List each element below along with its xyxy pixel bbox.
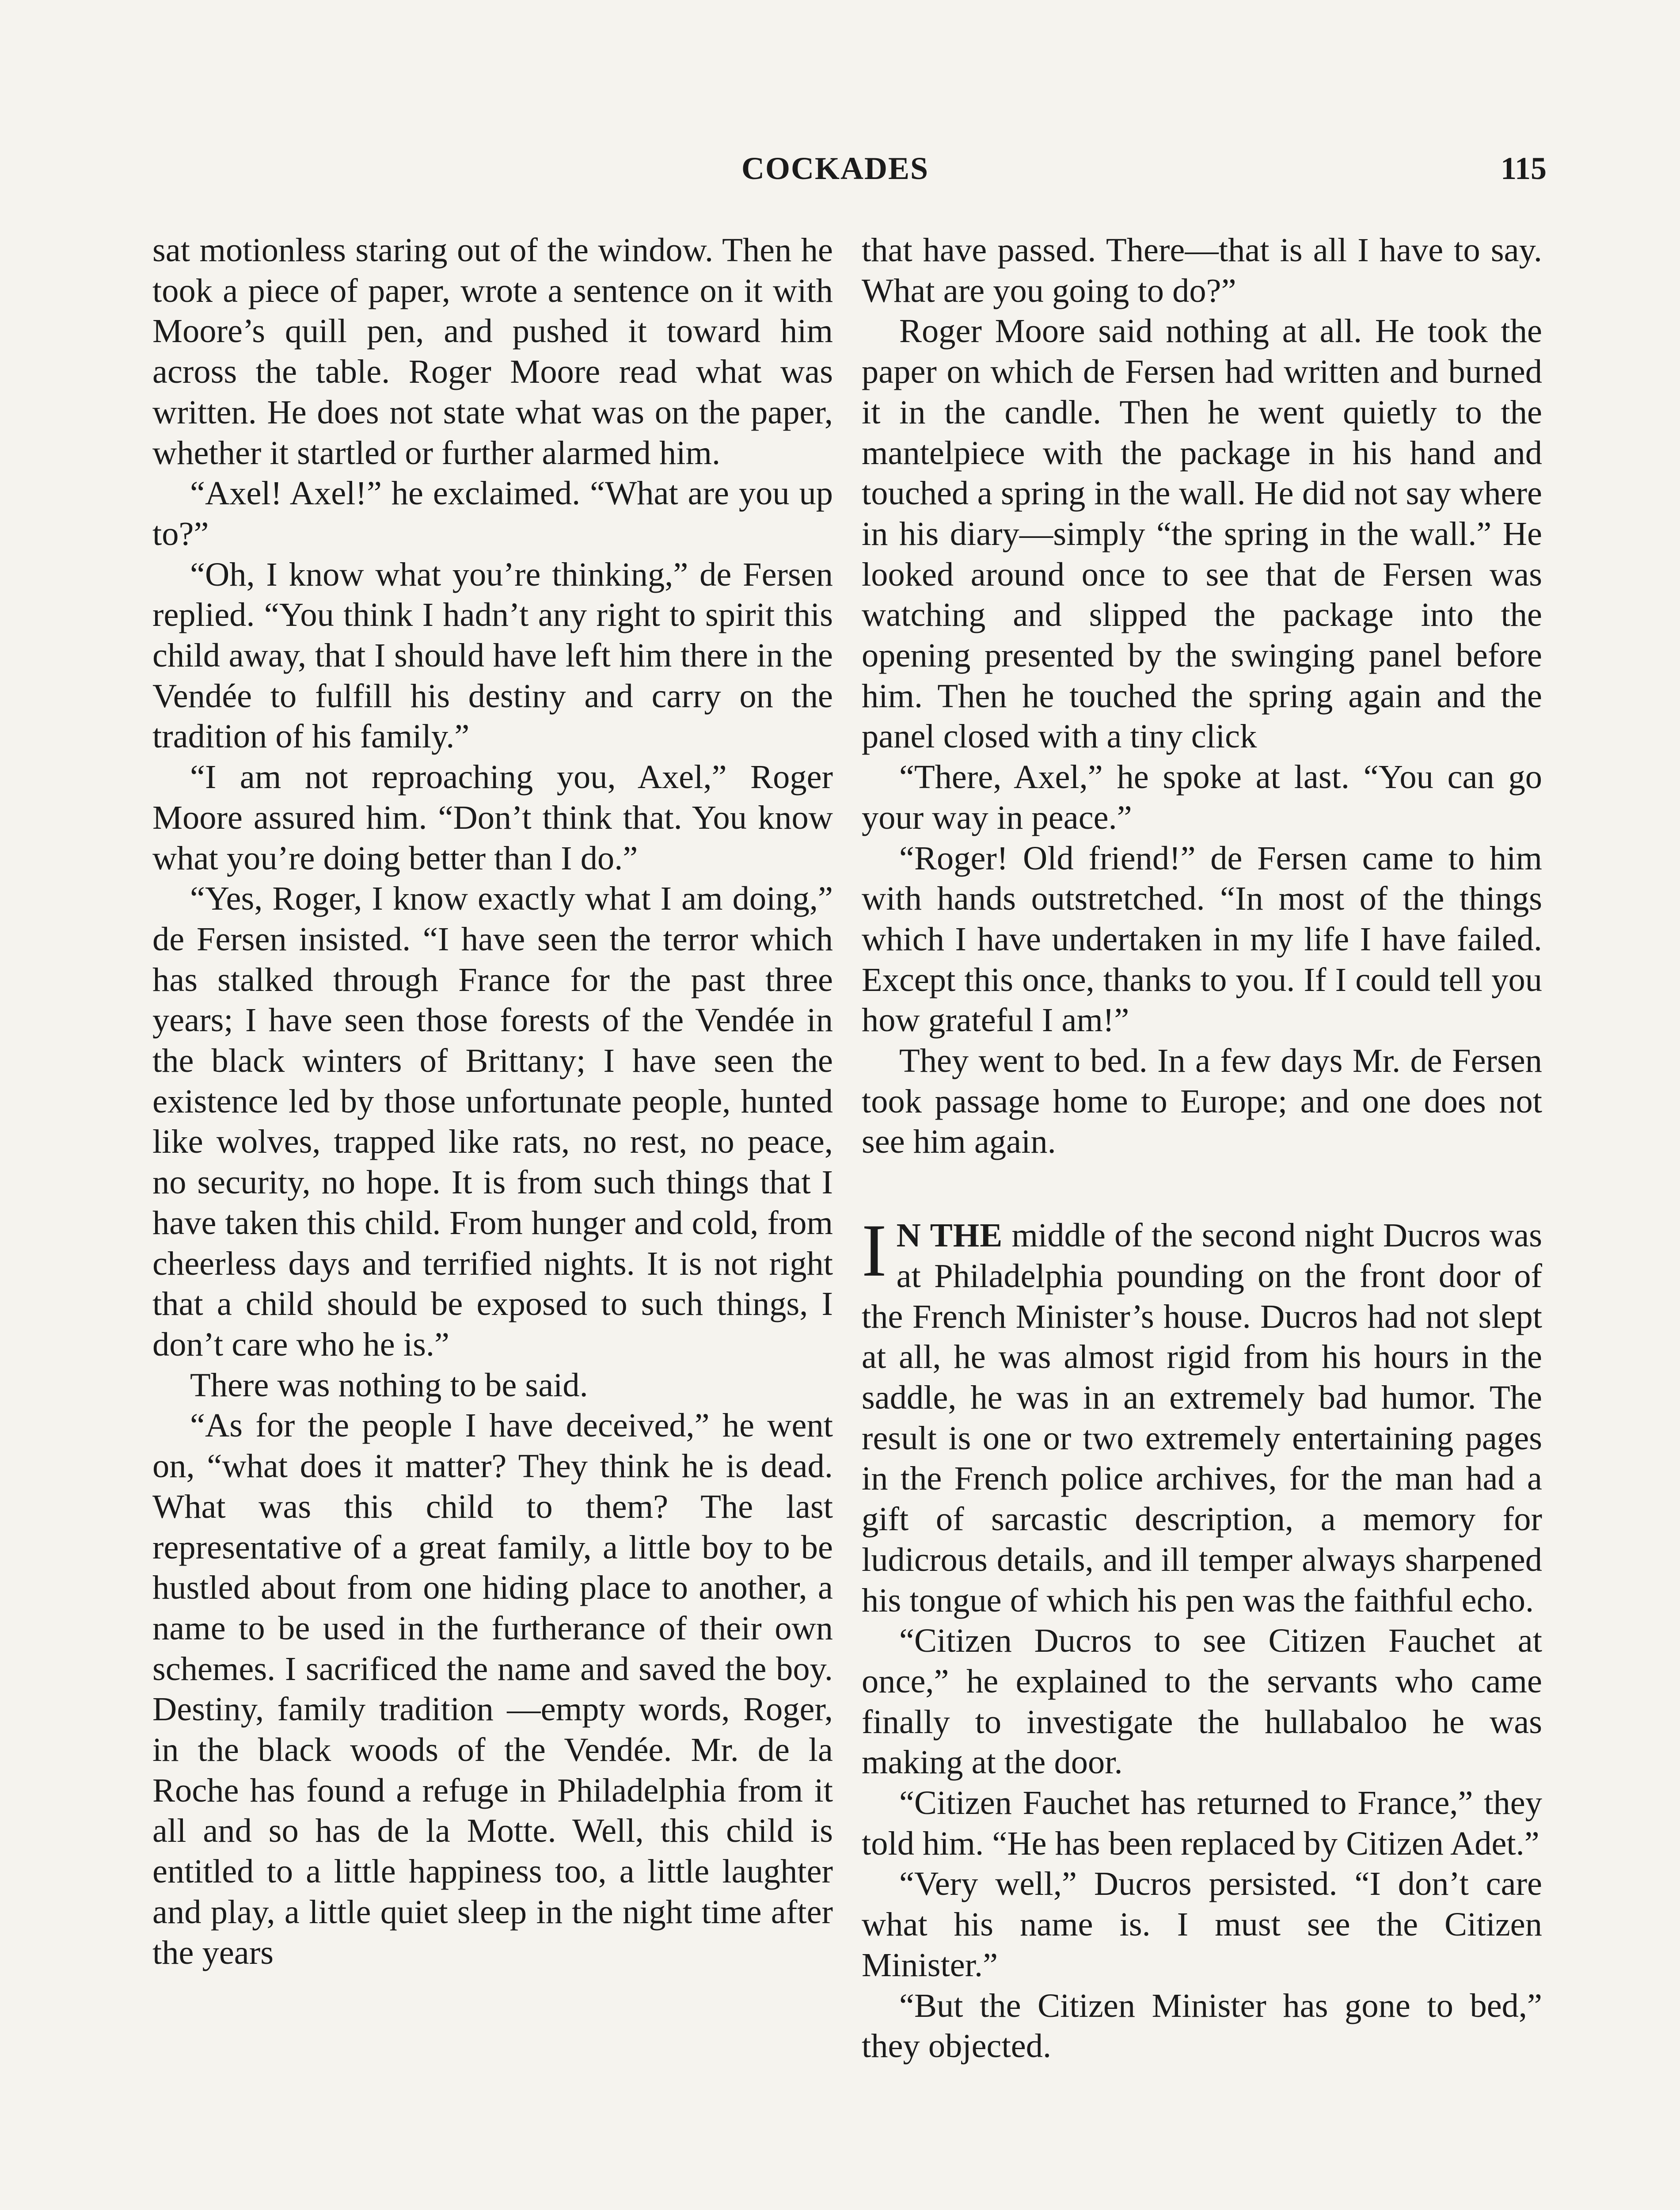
- paragraph: “I am not reproaching you, Axel,” Roger Moore assured him. “Don’t think that. You know what you’re doing better than I do.”: [152, 758, 833, 877]
- paragraph: Roger Moore said nothing at all. He took the paper on which de Fersen had written and burned it in the candle. Then he went quietly to the mantelpiece with the package in his hand and touched a spring in the wall. He did not say where in his diary—simply “the spring in the wall.” He looked around once to see that de Fersen was watching and slipped the package into the opening presented by the swinging panel before him. Then he touched the spring again and the panel closed with a tiny click: [862, 312, 1542, 755]
- page-number: 115: [1500, 151, 1547, 186]
- paragraph: “There, Axel,” he spoke at last. “You can go your way in peace.”: [862, 758, 1542, 836]
- paragraph: “As for the people I have deceived,” he went on, “what does it matter? They think he is dead. What was this child to them? The last representative of a great family, a little boy to be hustled about from one hiding place to another, a name to be used in the furtherance of their own schemes. I sacrificed the name and saved the boy. Destiny, family tradition —empty words, Roger, in the black woods of the Vendée. Mr. de la Roche has found a refuge in Philadelphia from it all and so has de la Motte. Well, this child is entitled to a little happiness too, a little laughter and play, a little quiet sleep in the night time after the years: [152, 1406, 833, 1971]
- paragraph: “Oh, I know what you’re thinking,” de Fersen replied. “You think I hadn’t any right to spirit this child away, that I should have left him there in the Vendée to fulfill his destiny and carry on the tradition of his family.”: [152, 555, 833, 755]
- page-header: [150, 150, 1547, 203]
- paragraph: “Citizen Fauchet has returned to France,” they told him. “He has been replaced by Citizen Adet.”: [862, 1784, 1542, 1862]
- paragraph: “Very well,” Ducros persisted. “I don’t care what his name is. I must see the Citizen Minister.”: [862, 1865, 1542, 1984]
- paragraph: “Yes, Roger, I know exactly what I am doing,” de Fersen insisted. “I have seen the terror which has stalked through France for the past three years; I have seen those forests of the Vendée in the black winters of Brittany; I have seen the existence led by those unfortunate people, hunted like wolves, trapped like rats, no rest, no peace, no security, no hope. It is from such things that I have taken this child. From hunger and cold, from cheerless days and terrified nights. It is not right that a child should be exposed to such things, I don’t care who he is.”: [152, 880, 833, 1363]
- paragraph: that have passed. There—that is all I have to say. What are you going to do?”: [862, 231, 1542, 309]
- section-opening-paragraph: [862, 1209, 1542, 1620]
- paragraph: “Axel! Axel!” he exclaimed. “What are you up to?”: [152, 474, 833, 552]
- paragraph: They went to bed. In a few days Mr. de Fersen took passage home to Europe; and one does not see him again.: [862, 1042, 1542, 1161]
- paragraph: There was nothing to be said.: [190, 1366, 588, 1404]
- right-column: [862, 230, 1542, 2066]
- left-column: [152, 230, 833, 1973]
- running-title: COCKADES: [741, 151, 929, 186]
- drop-cap: I: [862, 1209, 887, 1292]
- paragraph: “Roger! Old friend!” de Fersen came to him with hands outstretched. “In most of the things which I have undertaken in my life I have failed. Except this once, thanks to you. If I could tell you how grateful I am!”: [862, 839, 1542, 1039]
- paragraph: “Citizen Ducros to see Citizen Fauchet at once,” he explained to the servants who came finally to investigate the hullabaloo he was making at the door.: [862, 1622, 1542, 1781]
- paragraph-text: middle of the second night Ducros was at Philadelphia pounding on the front door of the French Minister’s house. Ducros had not slept at all, he was almost rigid from his hours in the saddle, he was in an extremely bad humor. The result is one or two extremely entertaining pages in the French police archives, for the man had a gift of sarcastic description, a memory for ludicrous details, and ill temper always sharpened his tongue of which his pen was the faithful echo.: [862, 1216, 1542, 1619]
- lead-in: N THE: [896, 1216, 1003, 1254]
- paragraph: sat motionless staring out of the window. Then he took a piece of paper, wrote a sentence on it with Moore’s quill pen, and pushed it toward him across the table. Roger Moore read what was written. He does not state what was on the paper, whether it startled or further alarmed him.: [152, 231, 833, 472]
- paragraph: “But the Citizen Minister has gone to bed,” they objected.: [862, 1986, 1542, 2065]
